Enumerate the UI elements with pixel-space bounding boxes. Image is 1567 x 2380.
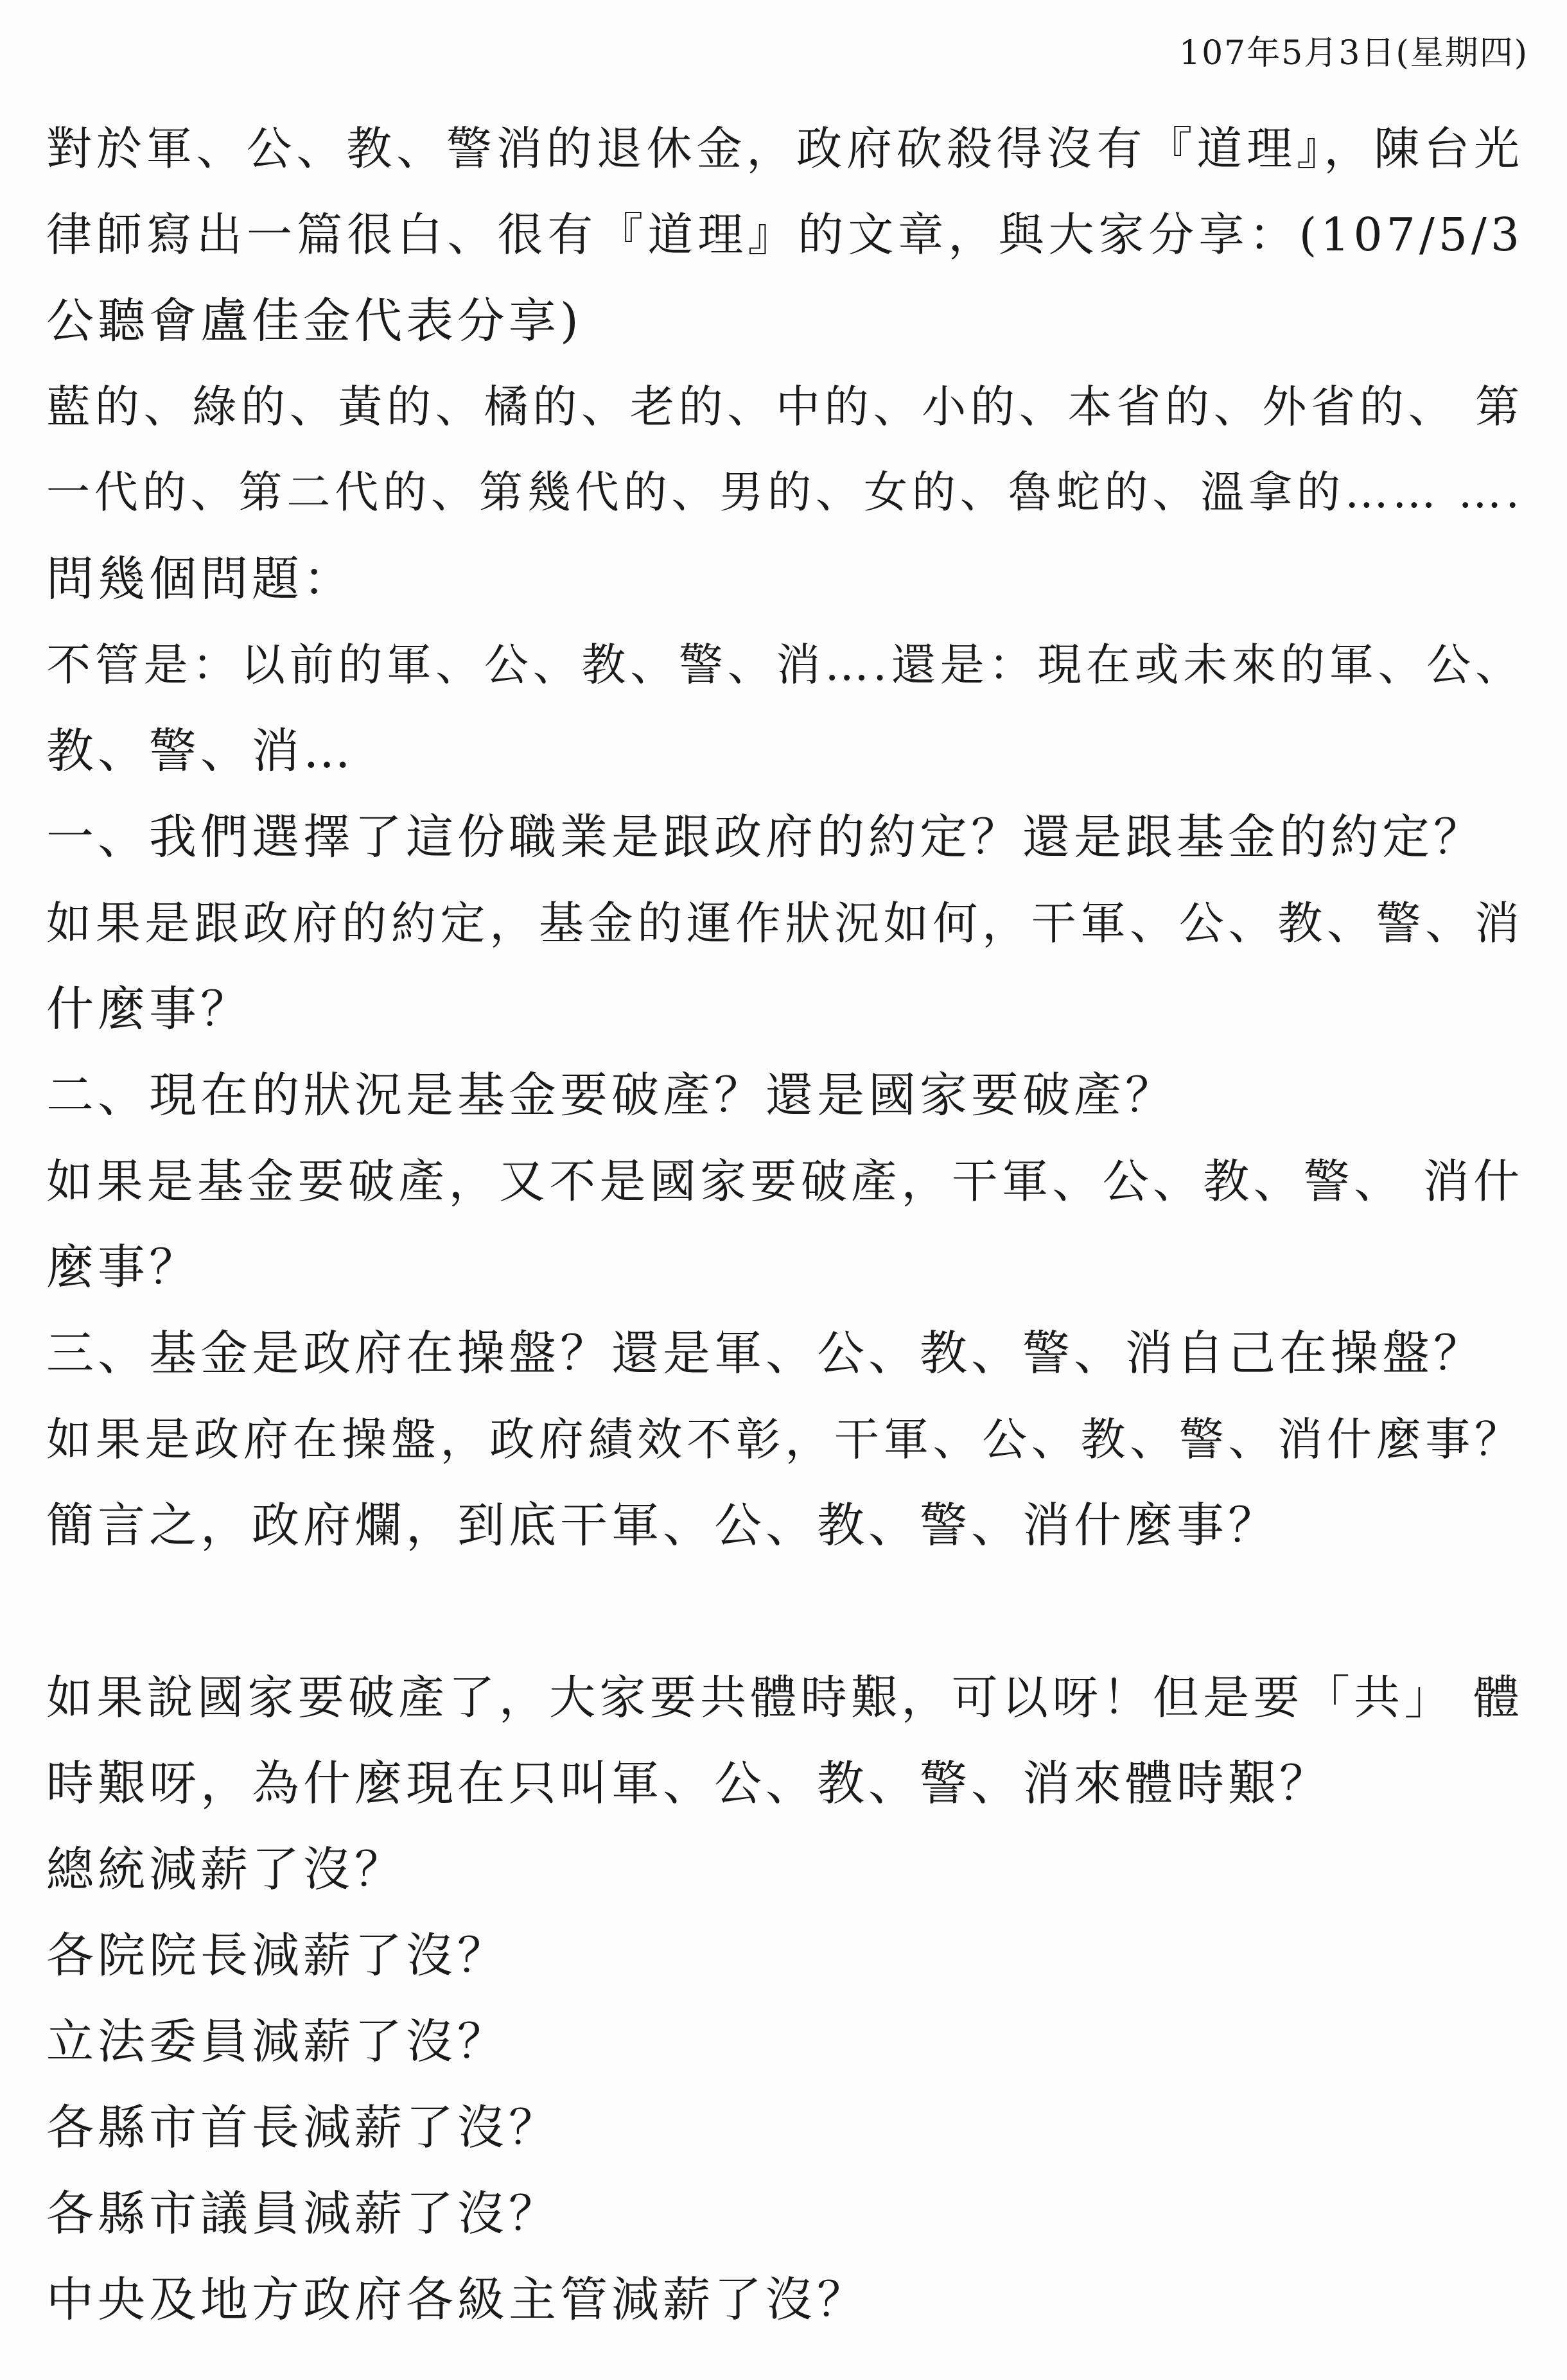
text-line: 問幾個問題：	[46, 552, 355, 607]
text-line: 什麼事？	[46, 982, 252, 1037]
text-line: 總統減薪了沒？	[46, 1842, 406, 1897]
text-line: 不管是：以前的軍、公、教、警、消….還是：現在或未來的軍、公、	[46, 639, 1523, 691]
text-line: 公聽會盧佳金代表分享)	[46, 293, 582, 349]
text-line: 如果是基金要破產，又不是國家要破產，干軍、公、教、警、 消什	[46, 1154, 1523, 1208]
text-line: 立法委員減薪了沒？	[46, 2014, 509, 2069]
text-line: 藍的、綠的、黃的、橘的、老的、中的、小的、本省的、外省的、 第	[46, 381, 1523, 433]
text-line: 如果是跟政府的約定，基金的運作狀況如何，干軍、公、教、警、消	[46, 897, 1523, 950]
text-line: 麼事？	[46, 1240, 200, 1295]
text-line: 中央及地方政府各級主管減薪了沒？	[46, 2272, 868, 2327]
text-line: 對於軍、公、教、警消的退休金，政府砍殺得沒有『道理』，陳台光	[46, 122, 1523, 175]
text-line: 時艱呀，為什麼現在只叫軍、公、教、警、消來體時艱？	[46, 1756, 1331, 1811]
text-line: 二、現在的狀況是基金要破產？還是國家要破產？	[46, 1068, 1177, 1123]
text-line: 如果說國家要破產了，大家要共體時艱，可以呀！但是要「共」 體	[46, 1671, 1523, 1724]
text-line: 一代的、第二代的、第幾代的、男的、女的、魯蛇的、溫拿的…… ….	[46, 467, 1523, 518]
text-line: 各縣市首長減薪了沒？	[46, 2100, 560, 2155]
text-line: 一、我們選擇了這份職業是跟政府的約定？還是跟基金的約定？	[46, 810, 1485, 865]
text-line: 律師寫出一篇很白、很有『道理』的文章，與大家分享：(107/5/3	[46, 208, 1523, 261]
text-line: 如果是政府在操盤，政府績效不彰，干軍、公、教、警、消什麼事？	[46, 1413, 1523, 1466]
text-line: 三、基金是政府在操盤？還是軍、公、教、警、消自己在操盤？	[46, 1326, 1485, 1381]
blank-line	[46, 1568, 1523, 1655]
text-line: 各院院長減薪了沒？	[46, 1928, 509, 1983]
document-date: 107年5月3日(星期四)	[1179, 34, 1528, 73]
document-body	[46, 106, 1523, 2343]
text-line: 簡言之，政府爛，到底干軍、公、教、警、消什麼事？	[46, 1498, 1279, 1553]
text-line: 教、警、消…	[46, 724, 355, 779]
text-line: 各縣市議員減薪了沒？	[46, 2186, 560, 2241]
